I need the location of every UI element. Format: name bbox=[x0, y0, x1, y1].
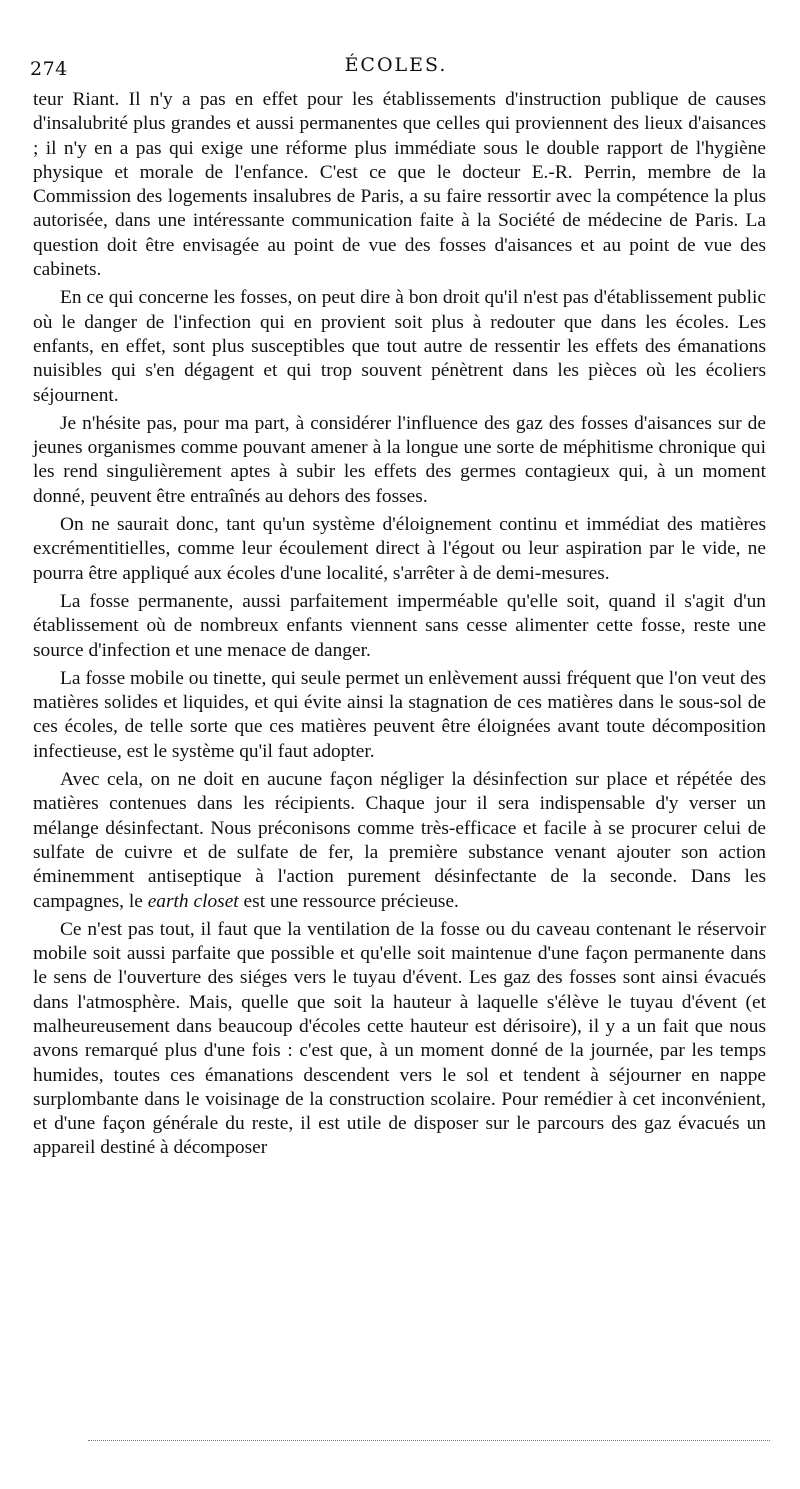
page-header bbox=[30, 52, 762, 82]
paragraph-eloignement: On ne saurait donc, tant qu'un système d'éloignement continu et immédiat des matières excrémentitielles, comme leur écoulement direct à l'égout ou leur aspiration par le vide, ne pourra être appliqué aux écoles d'une localité, s'arrêter à de demi-mesures. bbox=[33, 514, 766, 584]
desinfection-text: Avec cela, on ne doit en aucune façon négliger la désinfection sur place et répétée des matières contenues dans les récipients. Chaque jour il sera indispensable d'y verser un mélange désinfectant. Nous préconisons comme très-efficace et facile à se procurer celui de sulfate de cuivre et de sulfate de fer, la première substance venant ajouter son action éminemment antiseptique à l'action purement désinfectante de la seconde. Dans les campagnes, le bbox=[33, 769, 766, 912]
paragraph-fosse-mobile: La fosse mobile ou tinette, qui seule permet un enlèvement aussi fréquent que l'on veut des matières solides et liquides, et qui évite ainsi la stagnation de ces matières dans le sous-sol de ces écoles, de telle sorte que ces matières peuvent être éloignées avant toute décomposition infectieuse, est le système qu'il faut adopter. bbox=[33, 667, 766, 762]
paragraph-ventilation: Ce n'est pas tout, il faut que la ventilation de la fosse ou du caveau contenant le réservoir mobile soit aussi parfaite que possible et qu'elle soit maintenue d'une façon permanente dans le sens de l'ouverture des siéges vers le tuyau d'évent. Les gaz des fosses sont ainsi évacués dans l'atmosphère. Mais, quelle que soit la hauteur à laquelle s'élève le tuyau d'évent (et malheureusement dans beaucoup d'écoles cette hauteur est dérisoire), il y a un fait que nous avons remarqué plus d'une fois : c'est que, à un moment donné de la journée, par les temps humides, toutes ces émanations descendent vers le sol et tendent à séjourner en nappe surplombante dans le voisinage de la construction scolaire. Pour remédier à cet inconvénient, et d'une façon générale du reste, il est utile de disposer sur le parcours des gaz évacués un appareil destiné à décomposer bbox=[33, 918, 766, 1159]
paragraph-gaz: Je n'hésite pas, pour ma part, à considérer l'influence des gaz des fosses d'aisances sur de jeunes organismes comme pouvant amener à la longue une sorte de méphitisme chronique qui les rend singulièrement aptes à subir les effets des germes contagieux qui, à un moment donné, peuvent être entraînés au dehors des fosses. bbox=[33, 412, 766, 507]
desinfection-text-end: est une ressource précieuse. bbox=[238, 890, 459, 912]
paragraph-fosse-permanente: La fosse permanente, aussi parfaitement imperméable qu'elle soit, quand il s'agit d'un établissement où de nombreux enfants viennent sans cesse alimenter cette fosse, reste une source d'infection et une menace de danger. bbox=[33, 590, 766, 661]
paragraph-continued: teur Riant. Il n'y a pas en effet pour les établissements d'instruction publique de causes d'insalubrité plus grandes et aussi permanentes que celles qui proviennent des lieux d'aisances ; il n'y en a pas qui exige une réforme plus immédiate sous le double rapport de l'hygiène physique et morale de l'enfance. C'est ce que le docteur E.-R. Perrin, membre de la Commission des logements insalubres de Paris, a su faire ressortir avec la compétence la plus autorisée, dans une intéressante communication faite à la Société de médecine de Paris. La question doit être envisagée au point de vue des fosses d'aisances et au point de vue des cabinets. bbox=[33, 89, 766, 281]
running-title: ÉCOLES. bbox=[344, 54, 448, 76]
paragraph-fosses: En ce qui concerne les fosses, on peut dire à bon droit qu'il n'est pas d'établissement public où le danger de l'infection qui en provient soit plus à redouter que dans les écoles. Les enfants, en effet, sont plus susceptibles que tout autre de ressentir les effets des émanations nuisibles qui s'en dégagent et qui trop souvent pénètrent dans les pièces où les écoliers séjournent. bbox=[33, 287, 766, 406]
body-text bbox=[33, 88, 766, 1161]
page-number: 274 bbox=[30, 58, 68, 80]
paragraph-desinfection bbox=[33, 768, 766, 914]
footer-rule bbox=[88, 1440, 770, 1441]
earth-closet-term: earth closet bbox=[147, 890, 239, 912]
